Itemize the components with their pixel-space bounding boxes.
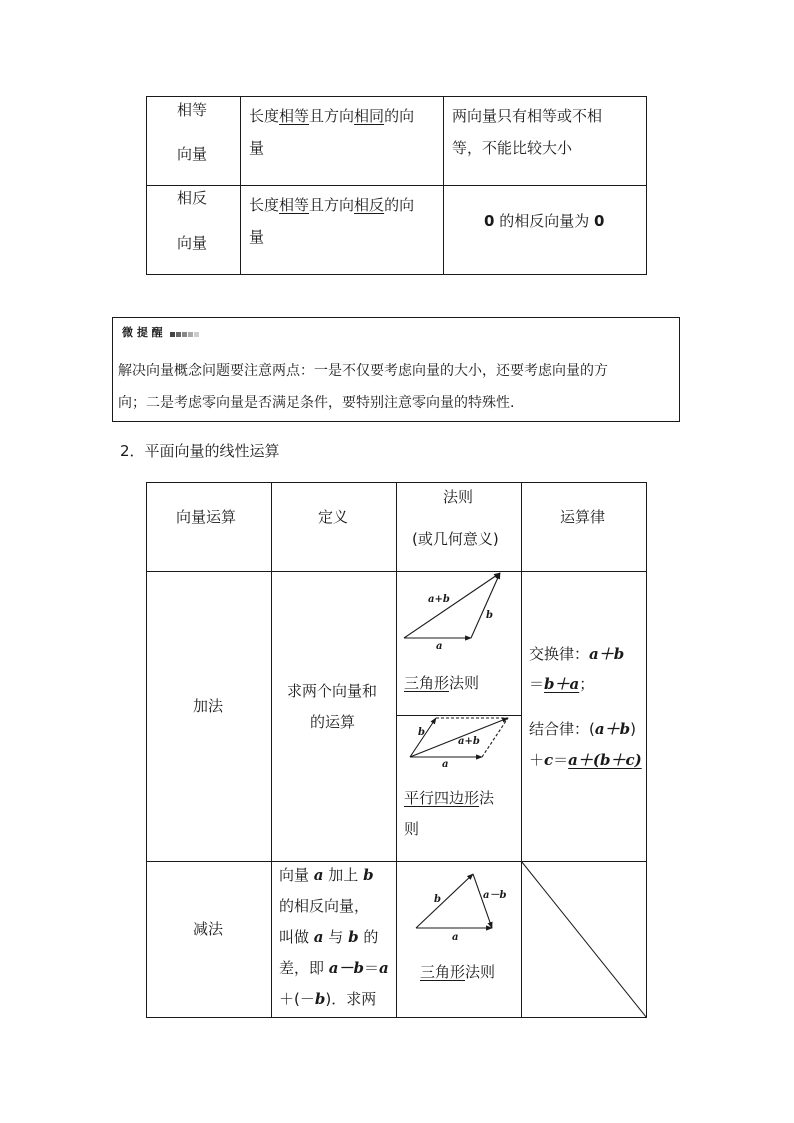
- label-diff: a－b: [483, 890, 507, 901]
- concept-name: 相等: [177, 101, 208, 119]
- associative-law: 结合律：(a＋b): [529, 720, 636, 738]
- fill-blank-answer: 相反: [354, 196, 385, 214]
- addition-definition: 求两个向量和: [287, 682, 378, 700]
- subtraction-definition-line: 差，即 a－b＝a: [279, 959, 389, 977]
- header-rule-sub: (或几何意义): [412, 530, 499, 548]
- subtraction-triangle-diagram: [410, 868, 520, 948]
- fill-blank-answer: 三角形: [404, 674, 450, 692]
- operation-name-addition: 加法: [193, 697, 224, 715]
- concept-name: 向量: [177, 145, 208, 163]
- concept-note: 两向量只有相等或不相: [452, 107, 603, 125]
- fill-blank-answer: 相等: [279, 196, 310, 214]
- addition-definition: 的运算: [310, 713, 356, 731]
- triangle-rule-label: 三角形法则: [404, 674, 480, 692]
- tip-title: 微 提 醒: [122, 324, 199, 340]
- concept-note: 等，不能比较大小: [452, 139, 573, 157]
- vector-b-arrow: [416, 874, 473, 928]
- label-a: a: [436, 641, 443, 652]
- label-b: b: [418, 727, 425, 738]
- fill-blank-answer: 相等: [279, 107, 310, 125]
- empty-cell-diagonal: [522, 862, 647, 1018]
- commutative-law: 交换律：a＋b: [529, 645, 625, 663]
- operation-name-subtraction: 减法: [193, 920, 224, 938]
- dashed-side: [482, 718, 508, 757]
- label-sum: a+b: [458, 736, 480, 747]
- header-definition: 定义: [318, 508, 349, 526]
- fill-blank-answer: 平行四边形: [404, 789, 480, 807]
- tip-text: 向；二是考虑零向量是否满足条件，要特别注意零向量的特殊性.: [118, 395, 515, 411]
- fill-blank-answer: b＋a: [544, 675, 580, 693]
- commutative-law: ＝b＋a；: [529, 675, 595, 693]
- label-b: b: [486, 610, 493, 621]
- concept-name: 相反: [177, 189, 208, 207]
- concept-definition: 长度相等且方向相同的向: [249, 107, 415, 125]
- fill-blank-answer: 相同: [354, 107, 385, 125]
- fill-blank-answer: a＋(b＋c): [568, 751, 642, 769]
- subtraction-definition-line: 向量 a 加上 b: [279, 866, 374, 884]
- header-operation: 向量运算: [176, 508, 237, 526]
- subtraction-definition-line: ＋(－b)．求两: [279, 990, 377, 1008]
- label-sum: a+b: [428, 594, 450, 605]
- concept-name: 向量: [177, 234, 208, 252]
- concept-note: 0 的相反向量为 0: [484, 212, 605, 230]
- header-rule: 法则: [443, 488, 474, 506]
- subtraction-definition-line: 叫做 a 与 b 的: [279, 928, 379, 946]
- label-a: a: [442, 759, 449, 770]
- concept-definition: 量: [249, 228, 265, 246]
- header-law: 运算律: [560, 508, 606, 526]
- label-b: b: [434, 894, 441, 905]
- label-a: a: [452, 932, 459, 943]
- parallelogram-rule-label: 则: [404, 820, 420, 838]
- fill-blank-answer: 三角形: [420, 963, 466, 981]
- concept-definition: 量: [249, 139, 265, 157]
- tip-text: 解决向量概念问题要注意两点：一是不仅要考虑向量的大小，还要考虑向量的方: [118, 363, 608, 379]
- associative-law: ＋c＝a＋(b＋c): [529, 751, 642, 769]
- concept-definition: 长度相等且方向相反的向: [249, 196, 415, 214]
- section-title: 2．平面向量的线性运算: [120, 442, 280, 460]
- parallelogram-rule-label: 平行四边形法: [404, 789, 495, 807]
- triangle-rule-diagram: [400, 570, 520, 660]
- subtraction-triangle-label: 三角形法则: [420, 963, 496, 981]
- subtraction-definition-line: 的相反向量，: [279, 897, 370, 915]
- vector-diff-arrow: [473, 874, 492, 928]
- parallelogram-rule-diagram: [400, 715, 520, 770]
